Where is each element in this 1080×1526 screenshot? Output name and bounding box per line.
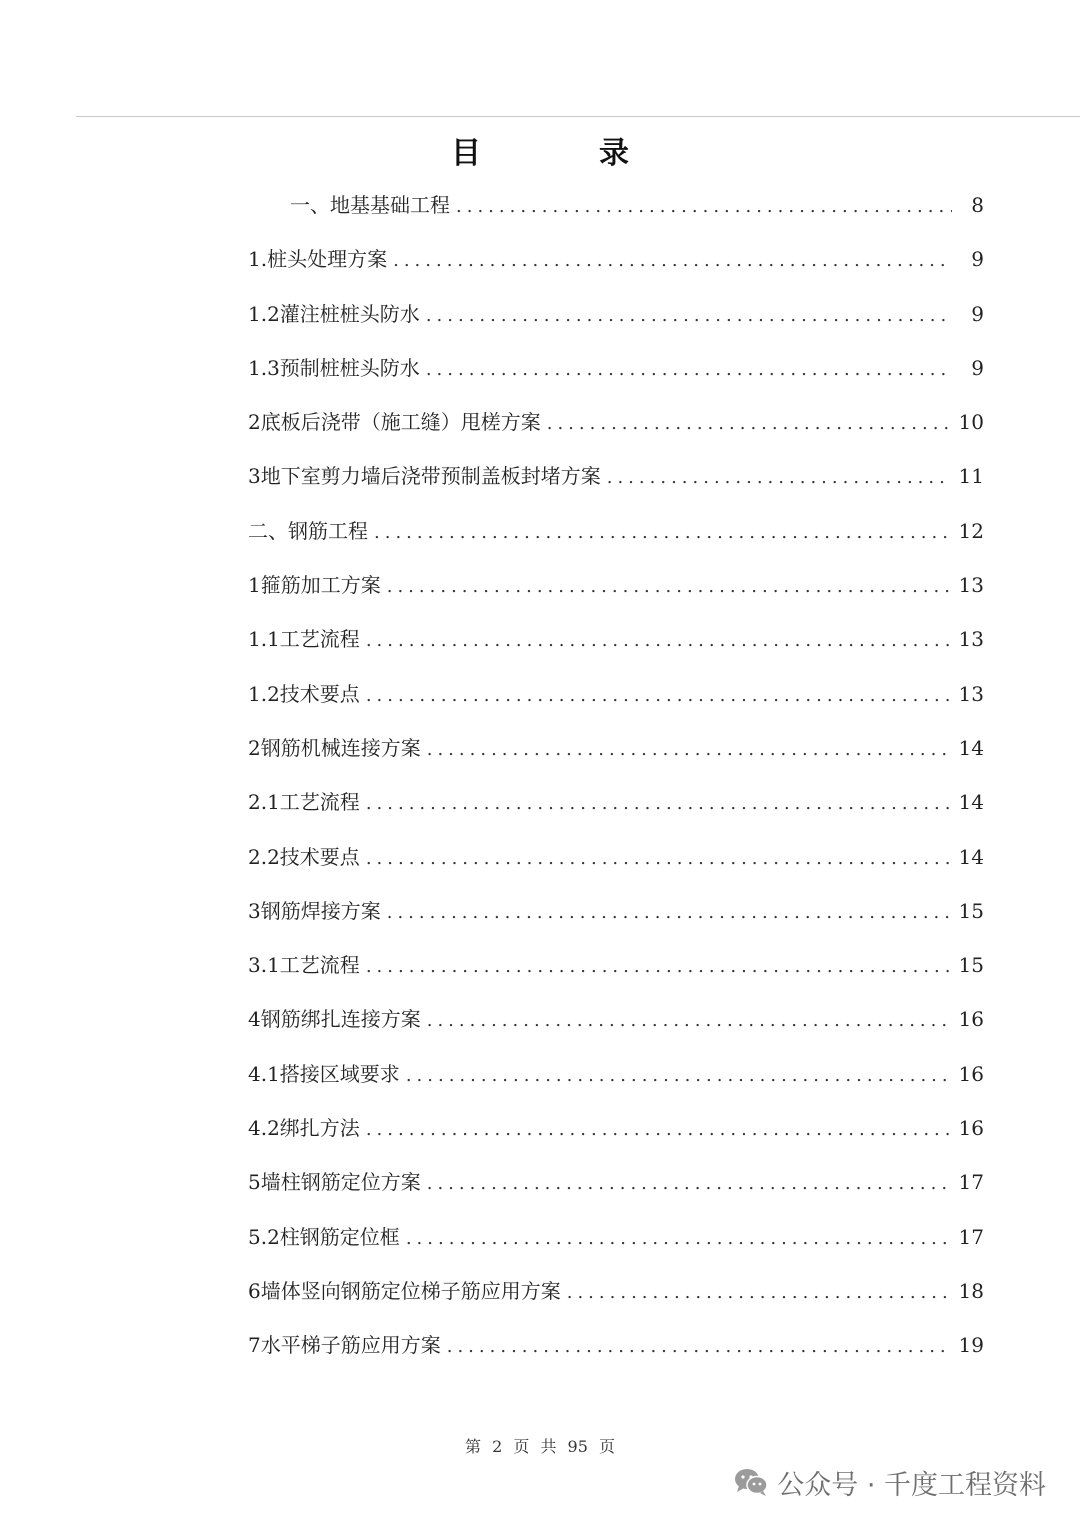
- toc-dot-leader: [567, 1274, 949, 1312]
- toc-entry-label: 2钢筋机械连接方案: [248, 735, 421, 760]
- toc-entry[interactable]: [248, 1163, 984, 1217]
- toc-dot-leader: [547, 405, 949, 443]
- toc-entry[interactable]: [248, 457, 984, 511]
- toc-entry-label: 2底板后浇带（施工缝）甩槎方案: [248, 410, 541, 435]
- toc-entry-page: 16: [958, 1116, 984, 1141]
- toc-entry[interactable]: [248, 512, 984, 566]
- toc-dot-leader: [374, 514, 949, 552]
- toc-dot-leader: [366, 677, 949, 715]
- toc-entry-page: 14: [958, 844, 984, 869]
- toc-dot-leader: [387, 894, 949, 932]
- toc-entry[interactable]: [248, 1218, 984, 1272]
- toc-entry-label: 2.2技术要点: [248, 844, 360, 869]
- toc-entry[interactable]: [248, 838, 984, 892]
- toc-dot-leader: [607, 459, 949, 497]
- toc-entry-page: 17: [958, 1224, 984, 1249]
- watermark-text: 公众号 · 千度工程资料: [777, 1469, 1046, 1501]
- toc-dot-leader: [427, 1165, 949, 1203]
- toc-entry-label: 3.1工艺流程: [248, 953, 360, 978]
- toc-entry-page: 13: [958, 573, 984, 598]
- toc-entry[interactable]: [248, 403, 984, 457]
- toc-dot-leader: [393, 242, 952, 280]
- toc-entry[interactable]: [248, 295, 984, 349]
- toc-entry[interactable]: [248, 729, 984, 783]
- toc-dot-leader: [426, 297, 952, 335]
- toc-dot-leader: [426, 351, 952, 389]
- toc-entry-page: 9: [971, 355, 984, 380]
- toc-entry-label: 4.1搭接区域要求: [248, 1061, 400, 1086]
- toc-entry-label: 1.2灌注桩桩头防水: [248, 301, 420, 326]
- toc-entry-label: 4钢筋绑扎连接方案: [248, 1007, 421, 1032]
- toc-entry-page: 13: [958, 627, 984, 652]
- toc-entry-page: 14: [958, 790, 984, 815]
- toc-dot-leader: [447, 1328, 949, 1366]
- toc-entry[interactable]: [248, 566, 984, 620]
- toc-entry-page: 10: [958, 410, 984, 435]
- toc-dot-leader: [366, 1111, 949, 1149]
- toc-entry[interactable]: [248, 946, 984, 1000]
- toc-entry-page: 18: [958, 1278, 984, 1303]
- toc-entry-label: 4.2绑扎方法: [248, 1116, 360, 1141]
- toc-entry-page: 15: [958, 953, 984, 978]
- toc-dot-leader: [366, 622, 949, 660]
- toc-entry-page: 16: [958, 1007, 984, 1032]
- toc-entry-label: 1箍筋加工方案: [248, 573, 381, 598]
- header-rule: [76, 116, 1080, 117]
- toc-entry-label: 5.2柱钢筋定位框: [248, 1224, 400, 1249]
- wechat-icon: [733, 1467, 769, 1497]
- toc-entry[interactable]: [248, 1055, 984, 1109]
- toc-entry-label: 6墙体竖向钢筋定位梯子筋应用方案: [248, 1278, 561, 1303]
- toc-dot-leader: [427, 731, 949, 769]
- toc-dot-leader: [456, 188, 952, 226]
- toc-title: 目 录: [451, 136, 673, 171]
- toc-entry-page: 15: [958, 898, 984, 923]
- toc-entry-page: 12: [958, 518, 984, 543]
- toc-entry-label: 5墙柱钢筋定位方案: [248, 1170, 421, 1195]
- toc-dot-leader: [366, 785, 949, 823]
- page-footer: 第 2 页 共 95 页: [465, 1437, 615, 1456]
- toc-entry-label: 1.3预制桩桩头防水: [248, 355, 420, 380]
- toc-entry-label: 1.桩头处理方案: [248, 247, 388, 272]
- toc-entry-page: 16: [958, 1061, 984, 1086]
- toc-entry-page: 11: [958, 464, 984, 489]
- toc-entry[interactable]: [248, 620, 984, 674]
- toc-entry-label: 二、钢筋工程: [248, 518, 368, 543]
- toc-entry-label: 1.2技术要点: [248, 681, 360, 706]
- toc-dot-leader: [387, 568, 949, 606]
- toc-entry-page: 14: [958, 735, 984, 760]
- toc-entry-label: 3钢筋焊接方案: [248, 898, 381, 923]
- toc-entry[interactable]: [248, 1000, 984, 1054]
- toc-entry[interactable]: [248, 783, 984, 837]
- toc-entry[interactable]: [248, 892, 984, 946]
- toc-entry-page: 19: [958, 1333, 984, 1358]
- toc-entry-page: 9: [971, 301, 984, 326]
- toc-entry-label: 3地下室剪力墙后浇带预制盖板封堵方案: [248, 464, 601, 489]
- toc-dot-leader: [366, 948, 949, 986]
- toc-entry[interactable]: [248, 186, 984, 240]
- toc-entry-label: 一、地基基础工程: [290, 193, 450, 217]
- toc-entry-page: 13: [958, 681, 984, 706]
- toc-entry-page: 8: [971, 193, 984, 217]
- toc-dot-leader: [427, 1002, 949, 1040]
- toc-dot-leader: [406, 1220, 949, 1258]
- toc-entry-page: 9: [971, 247, 984, 272]
- toc-entry[interactable]: [248, 1326, 984, 1380]
- toc-entry[interactable]: [248, 240, 984, 294]
- toc-dot-leader: [366, 840, 949, 878]
- toc-dot-leader: [406, 1057, 949, 1095]
- toc-entry-label: 2.1工艺流程: [248, 790, 360, 815]
- toc-entry-page: 17: [958, 1170, 984, 1195]
- toc-entry-label: 7水平梯子筋应用方案: [248, 1333, 441, 1358]
- toc-entry[interactable]: [248, 1272, 984, 1326]
- toc-entry[interactable]: [248, 1109, 984, 1163]
- watermark: [733, 1462, 1046, 1502]
- toc-entry[interactable]: [248, 675, 984, 729]
- toc-list: [248, 186, 984, 1381]
- toc-entry-label: 1.1工艺流程: [248, 627, 360, 652]
- toc-entry[interactable]: [248, 349, 984, 403]
